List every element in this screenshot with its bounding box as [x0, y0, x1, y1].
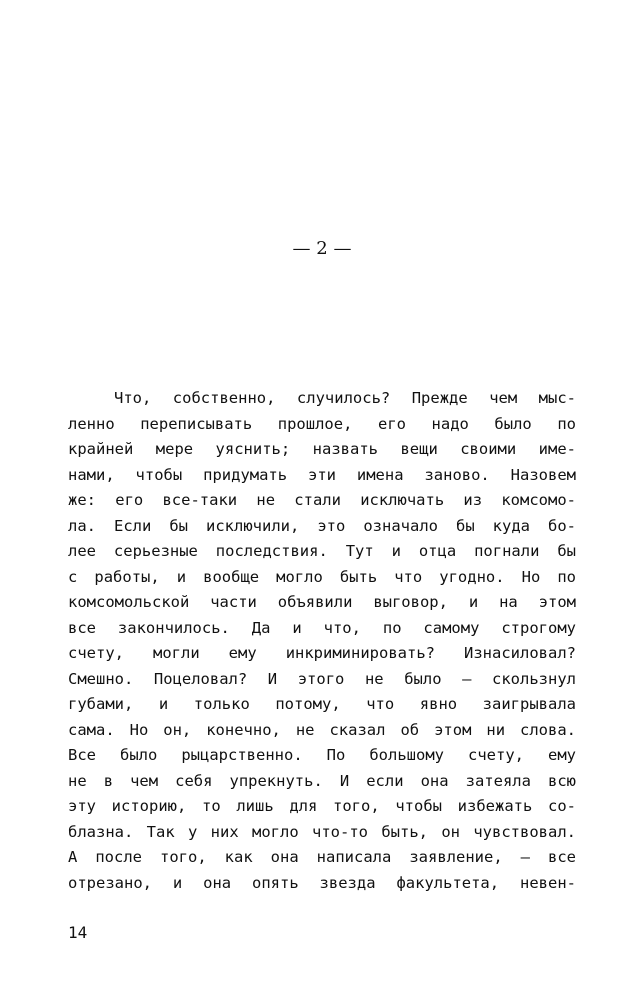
- text-line: нами, чтобы придумать эти имена заново. Назовем: [68, 465, 576, 484]
- text-line: все закончилось. Да и что, по самому строгому: [68, 618, 576, 637]
- text-line: не в чем себя упрекнуть. И если она затеяла всю: [68, 771, 576, 790]
- text-line: Все было рыцарственно. По большому счету, ему: [68, 746, 576, 764]
- text-line: сама. Но он, конечно, не сказал об этом ни слова.: [68, 720, 576, 739]
- text-line: губами, и только потому, что явно заигрывала: [68, 695, 576, 713]
- text-line: блазна. Так у них могло что-то быть, он чувствовал.: [68, 822, 576, 841]
- text-line: же: его все-таки не стали исключать из комсомо-: [68, 491, 576, 509]
- text-line: эту историю, то лишь для того, чтобы избежать со-: [68, 797, 576, 815]
- text-line: отрезано, и она опять звезда факультета, невен-: [68, 873, 576, 892]
- text-line: комсомольской части объявили выговор, и на этом: [68, 593, 576, 611]
- body-text: [68, 386, 576, 896]
- text-line: Что, собственно, случилось? Прежде чем мыс-: [114, 389, 576, 407]
- text-line: ла. Если бы исключили, это означало бы куда бо-: [68, 516, 576, 535]
- page-number: 14: [68, 923, 88, 942]
- text-line: А после того, как она написала заявление, — все: [68, 848, 576, 866]
- chapter-heading: — 2 —: [292, 238, 352, 259]
- text-line: лее серьезные последствия. Тут и отца погнали бы: [68, 542, 576, 560]
- text-line: крайней мере уяснить; назвать вещи своими име-: [68, 440, 576, 458]
- text-line: Смешно. Поцеловал? И этого не было — скользнул: [68, 669, 576, 688]
- text-line: ленно переписывать прошлое, его надо было по: [68, 414, 576, 433]
- text-line: с работы, и вообще могло быть что угодно. Но по: [68, 567, 576, 586]
- text-line: счету, могли ему инкриминировать? Изнасиловал?: [68, 644, 576, 662]
